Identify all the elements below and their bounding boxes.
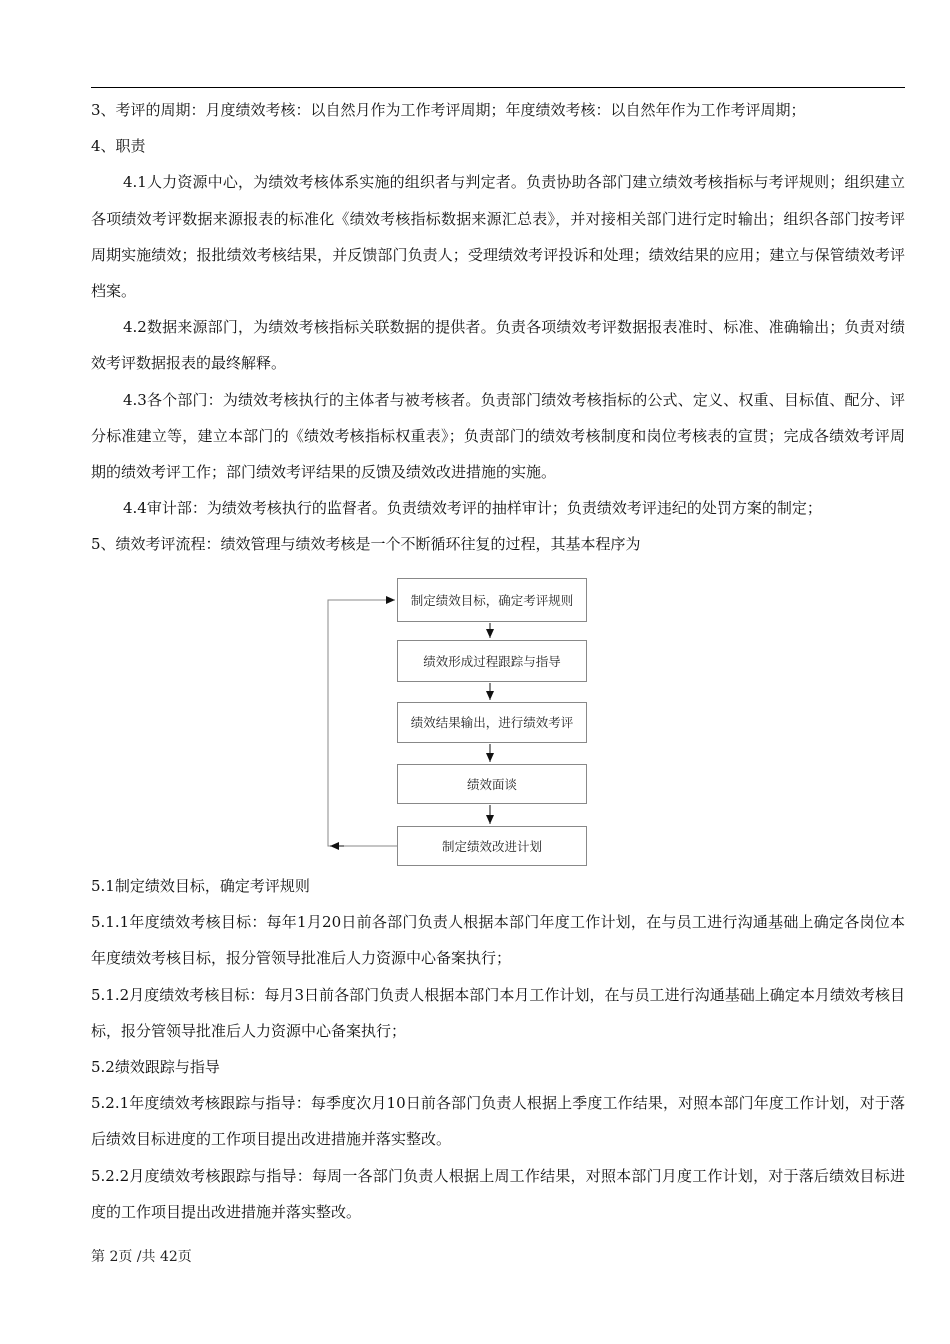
section-top bbox=[91, 92, 905, 563]
paragraph: 5.2绩效跟踪与指导 bbox=[91, 1058, 220, 1077]
paragraph: 5、绩效考评流程：绩效管理与绩效考核是一个不断循环往复的过程，其基本程序为 bbox=[91, 535, 641, 554]
flow-step-1: 制定绩效目标，确定考评规则 bbox=[397, 578, 587, 622]
process-flowchart bbox=[320, 570, 600, 870]
paragraph: 4.1人力资源中心，为绩效考核体系实施的组织者与判定者。负责协助各部门建立绩效考核指标与考评规则；组织建立各项绩效考评数据来源报表的标准化《绩效考核指标数据来源汇总表》，并对接相关部门进行定时输出；组织各部门按考评周期实施绩效；报批绩效考核结果，并反馈部门负责人；受理绩效考评投诉和处理；绩效结果的应用；建立与保管绩效考评档案。 bbox=[91, 173, 905, 301]
paragraph: 4.3各个部门：为绩效考核执行的主体者与被考核者。负责部门绩效考核指标的公式、定义、权重、目标值、配分、评分标准建立等，建立本部门的《绩效考核指标权重表》；负责部门的绩效考核制度和岗位考核表的宣贯；完成各绩效考评周期的绩效考评工作；部门绩效考评结果的反馈及绩效改进措施的实施。 bbox=[91, 390, 905, 482]
paragraph: 3、考评的周期：月度绩效考核：以自然月作为工作考评周期；年度绩效考核：以自然年作为工作考评周期； bbox=[91, 101, 806, 119]
feedback-loop-line bbox=[328, 600, 397, 846]
paragraph: 5.1.1年度绩效考核目标：每年1月20日前各部门负责人根据本部门年度工作计划，在与员工进行沟通基础上确定各岗位本年度绩效考核目标，报分管领导批准后人力资源中心备案执行； bbox=[91, 913, 905, 968]
section-bottom bbox=[91, 868, 905, 1230]
flow-step-4: 绩效面谈 bbox=[397, 764, 587, 804]
flow-step-5: 制定绩效改进计划 bbox=[397, 826, 587, 866]
paragraph: 5.1.2月度绩效考核目标：每月3日前各部门负责人根据本部门本月工作计划，在与员工进行沟通基础上确定本月绩效考核目标，报分管领导批准后人力资源中心备案执行； bbox=[91, 985, 905, 1040]
paragraph: 4.4审计部：为绩效考核执行的监督者。负责绩效考评的抽样审计；负责绩效考评违纪的处罚方案的制定； bbox=[123, 499, 822, 518]
page-number: 第 2页 /共 42页 bbox=[91, 1249, 192, 1265]
flow-step-2: 绩效形成过程跟踪与指导 bbox=[397, 640, 587, 682]
paragraph: 4.2数据来源部门，为绩效考核指标关联数据的提供者。负责各项绩效考评数据报表准时、标准、准确输出；负责对绩效考评数据报表的最终解释。 bbox=[91, 318, 905, 373]
paragraph: 4、职责 bbox=[91, 137, 146, 156]
paragraph: 5.1制定绩效目标，确定考评规则 bbox=[91, 877, 310, 895]
flow-step-3: 绩效结果输出，进行绩效考评 bbox=[397, 702, 587, 743]
paragraph: 5.2.2月度绩效考核跟踪与指导：每周一各部门负责人根据上周工作结果，对照本部门月度工作计划，对于落后绩效目标进度的工作项目提出改进措施并落实整改。 bbox=[91, 1166, 905, 1221]
paragraph: 5.2.1年度绩效考核跟踪与指导：每季度次月10日前各部门负责人根据上季度工作结果，对照本部门年度工作计划，对于落后绩效目标进度的工作项目提出改进措施并落实整改。 bbox=[91, 1094, 905, 1149]
header-rule bbox=[91, 87, 905, 88]
